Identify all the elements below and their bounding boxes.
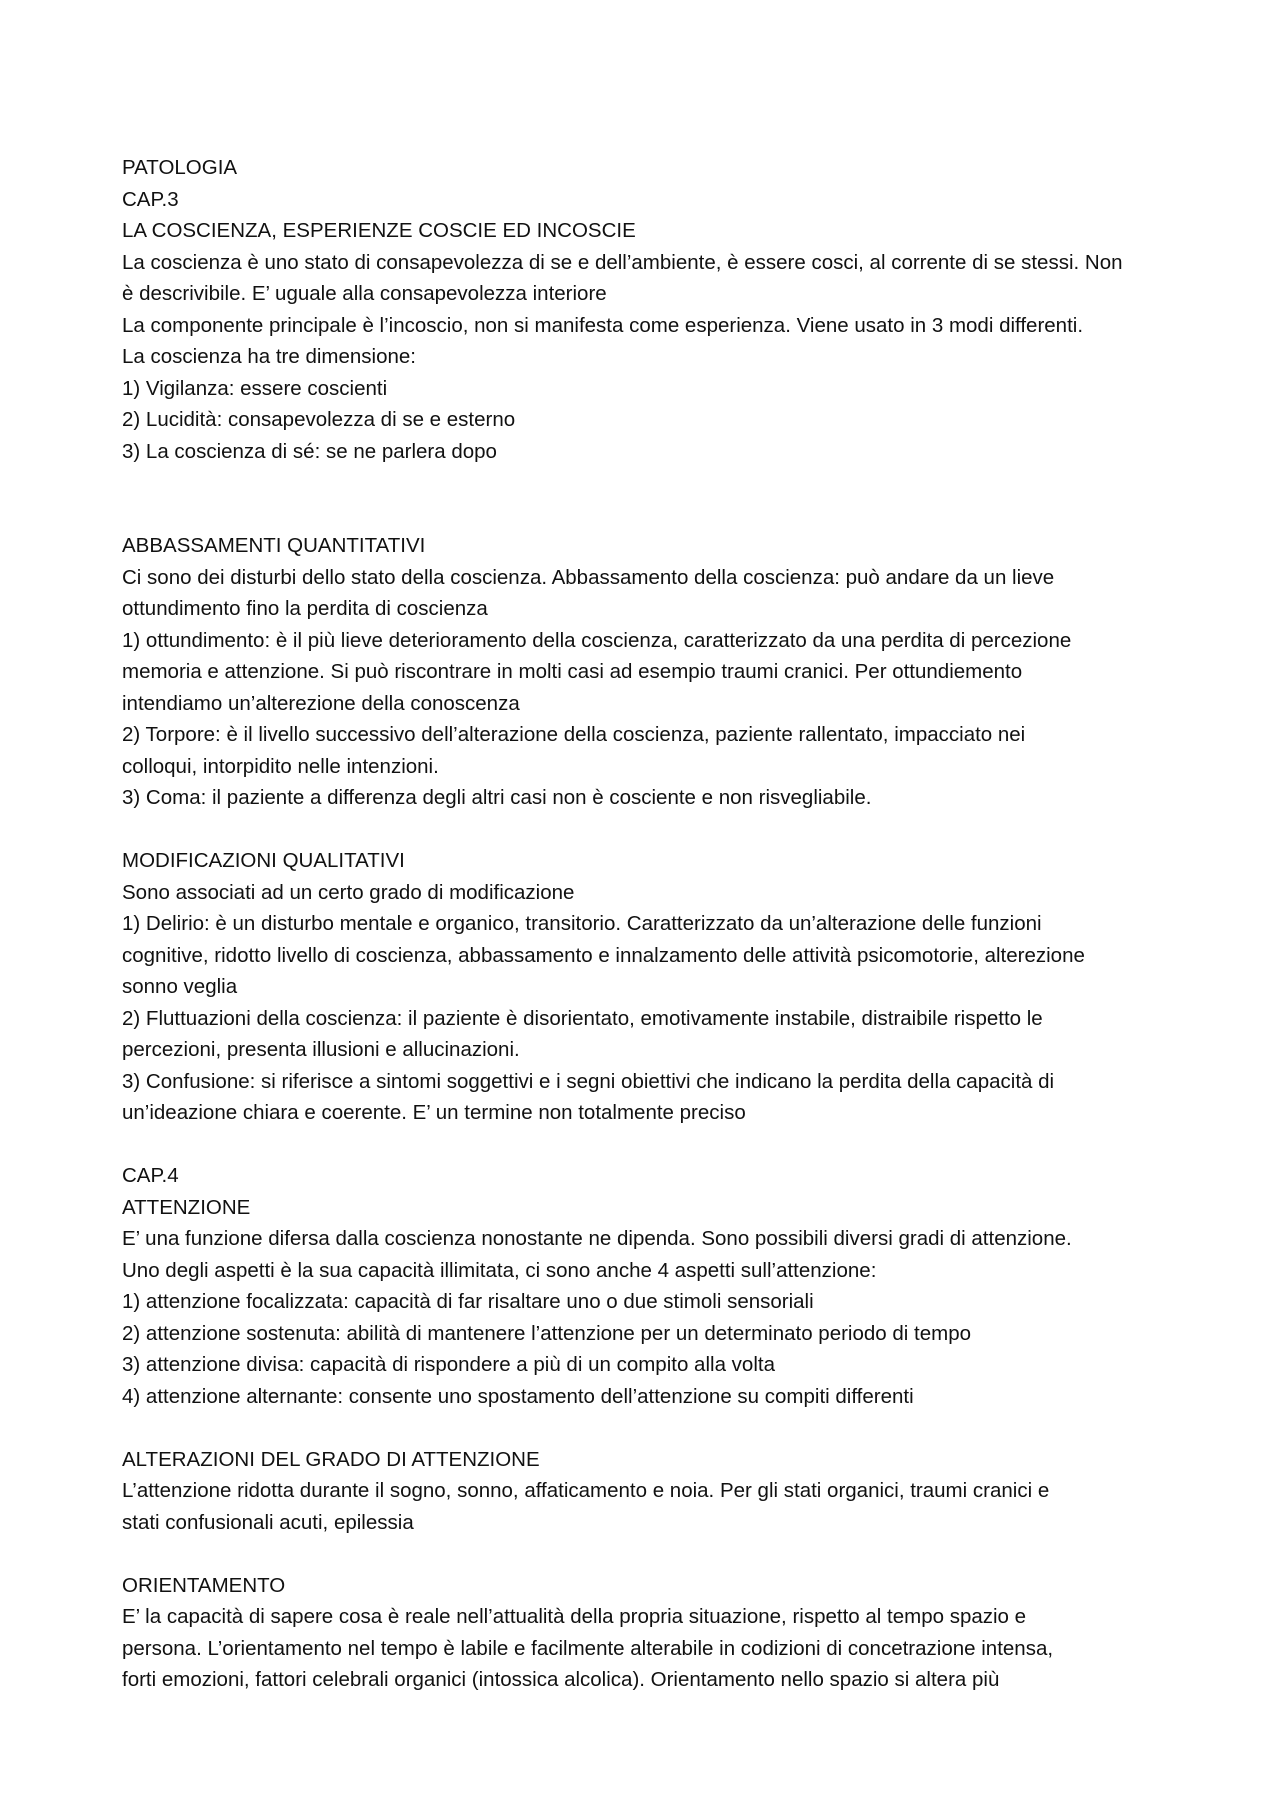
list-item: 3) Confusione: si riferisce a sintomi soggettivi e i segni obiettivi che indicano la perdita della capacità di [122, 1069, 1055, 1093]
paragraph-line: stati confusionali acuti, epilessia [122, 1510, 414, 1534]
paragraph-line: ottundimento fino la perdita di coscienza [122, 597, 488, 620]
paragraph-line: La componente principale è l’incoscio, non si manifesta come esperienza. Viene usato in 3 modi differenti. [122, 313, 1084, 337]
list-item: cognitive, ridotto livello di coscienza, abbassamento e innalzamento delle attività psicomotorie, alterezione [122, 943, 1085, 967]
paragraph-line: Uno degli aspetti è la sua capacità illimitata, ci sono anche 4 aspetti sull’attenzione: [122, 1258, 877, 1282]
blank-line [122, 814, 1172, 846]
section-title: ATTENZIONE [122, 1195, 251, 1219]
blank-line [122, 467, 1172, 499]
list-item: 2) Fluttuazioni della coscienza: il paziente è disorientato, emotivamente instabile, distraibile rispetto le [122, 1006, 1043, 1030]
section-title: ORIENTAMENTO [122, 1573, 286, 1597]
blank-line [122, 1129, 1172, 1161]
list-item: 1) Delirio: è un disturbo mentale e organico, transitorio. Caratterizzato da un’alterazione delle funzioni [122, 912, 1042, 935]
list-item: 1) attenzione focalizzata: capacità di far risaltare uno o due stimoli sensoriali [122, 1290, 814, 1313]
paragraph-line: Sono associati ad un certo grado di modificazione [122, 880, 575, 904]
paragraph-line: forti emozioni, fattori celebrali organici (intossica alcolica). Orientamento nello spazio si altera più [122, 1668, 1000, 1691]
paragraph-line: è descrivibile. E’ uguale alla consapevolezza interiore [122, 282, 607, 305]
section-title: MODIFICAZIONI QUALITATIVI [122, 849, 405, 872]
list-item: 2) attenzione sostenuta: abilità di mantenere l’attenzione per un determinato periodo di tempo [122, 1321, 972, 1345]
list-item: 2) Lucidità: consapevolezza di se e esterno [122, 408, 516, 431]
document-body [122, 152, 1172, 1696]
list-item: intendiamo un’alterezione della conoscenza [122, 691, 520, 715]
chapter-label: CAP.4 [122, 1164, 179, 1187]
paragraph-line: La coscienza ha tre dimensione: [122, 345, 417, 368]
list-item: un’ideazione chiara e coerente. E’ un termine non totalmente preciso [122, 1101, 746, 1124]
list-item: percezioni, presenta illusioni e allucinazioni. [122, 1038, 520, 1061]
list-item: 2) Torpore: è il livello successivo dell’alterazione della coscienza, paziente rallentato, impacciato nei [122, 723, 1026, 746]
section-title: LA COSCIENZA, ESPERIENZE COSCIE ED INCOSCIE [122, 219, 636, 242]
list-item: colloqui, intorpidito nelle intenzioni. [122, 754, 439, 778]
list-item: memoria e attenzione. Si può riscontrare in molti casi ad esempio traumi cranici. Per ottundiemento [122, 660, 1023, 683]
blank-line [122, 499, 1172, 531]
blank-line [122, 1538, 1172, 1570]
document-heading: PATOLOGIA [122, 156, 238, 179]
chapter-label: CAP.3 [122, 187, 179, 211]
paragraph-line: La coscienza è uno stato di consapevolezza di se e dell’ambiente, è essere cosci, al corrente di se stessi. Non [122, 250, 1123, 274]
list-item: 1) ottundimento: è il più lieve deterioramento della coscienza, caratterizzato da una perdita di percezione [122, 628, 1072, 652]
paragraph-line: E’ la capacità di sapere cosa è reale nell’attualità della propria situazione, rispetto al tempo spazio e [122, 1605, 1027, 1628]
blank-line [122, 1412, 1172, 1444]
list-item: 3) attenzione divisa: capacità di rispondere a più di un compito alla volta [122, 1353, 775, 1376]
paragraph-line: E’ una funzione difersa dalla coscienza nonostante ne dipenda. Sono possibili diversi gradi di attenzione. [122, 1227, 1072, 1250]
paragraph-line: L’attenzione ridotta durante il sogno, sonno, affaticamento e noia. Per gli stati organici, traumi cranici e [122, 1479, 1050, 1502]
section-title: ABBASSAMENTI QUANTITATIVI [122, 534, 426, 557]
list-item: 4) attenzione alternante: consente uno spostamento dell’attenzione su compiti differenti [122, 1384, 914, 1408]
list-item: 3) La coscienza di sé: se ne parlera dopo [122, 439, 497, 463]
list-item: 3) Coma: il paziente a differenza degli altri casi non è cosciente e non risvegliabile. [122, 786, 872, 809]
list-item: 1) Vigilanza: essere coscienti [122, 376, 388, 400]
section-title: ALTERAZIONI DEL GRADO DI ATTENZIONE [122, 1447, 540, 1471]
paragraph-line: Ci sono dei disturbi dello stato della coscienza. Abbassamento della coscienza: può andare da un lieve [122, 565, 1055, 589]
list-item: sonno veglia [122, 975, 238, 998]
paragraph-line: persona. L’orientamento nel tempo è labile e facilmente alterabile in codizioni di concetrazione intensa, [122, 1636, 1054, 1660]
